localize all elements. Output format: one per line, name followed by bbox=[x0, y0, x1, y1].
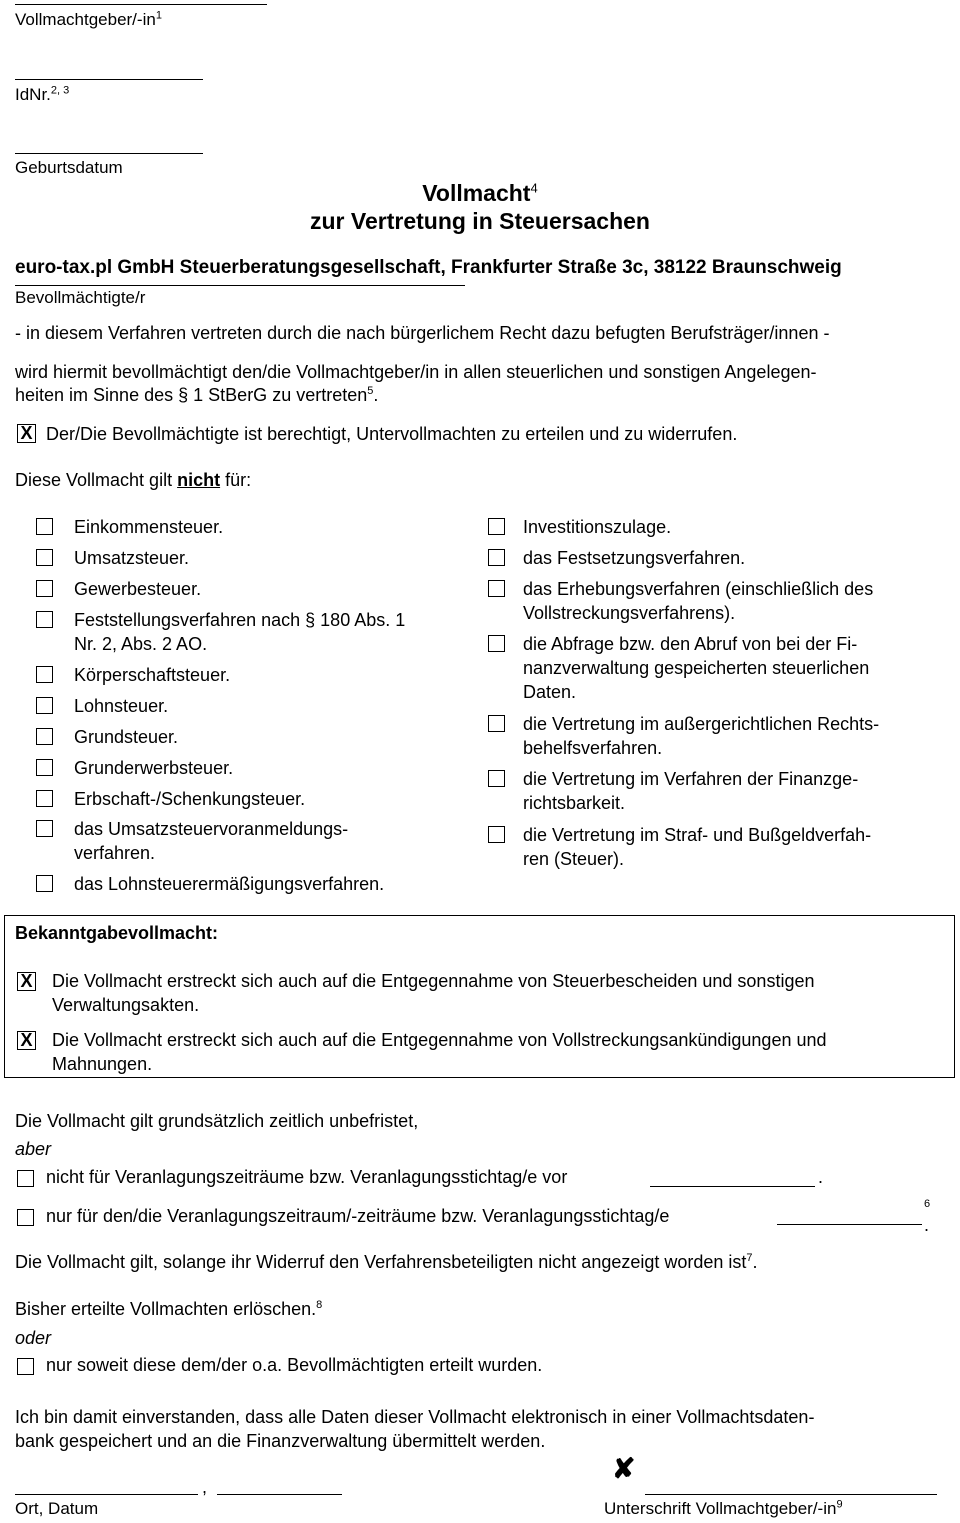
validity-text: Die Vollmacht gilt grundsätzlich zeitlich unbefristet, bbox=[15, 1111, 419, 1131]
only-agent-text: nur soweit diese dem/der o.a. Bevollmächtigten erteilt wurden. bbox=[46, 1355, 543, 1375]
notification-checkbox-2[interactable]: X bbox=[17, 1031, 36, 1050]
checkbox-finanzgerichtsbarkeit[interactable] bbox=[488, 770, 505, 787]
checkbox-gewerbesteuer[interactable] bbox=[36, 580, 53, 597]
only-for-date-line[interactable] bbox=[777, 1224, 922, 1225]
checkbox-strafverfahren[interactable] bbox=[488, 826, 505, 843]
agent-represented: - in diesem Verfahren vertreten durch die nach bürgerlichem Recht dazu befugten Berufsträger/innen - bbox=[15, 323, 830, 343]
birthdate-label: Geburtsdatum bbox=[15, 158, 123, 177]
checkbox-erhebungsverfahren[interactable] bbox=[488, 580, 505, 597]
checkbox-lohnsteuerermaessigung[interactable] bbox=[36, 875, 53, 892]
label-strafverfahren: die Vertretung im Straf- und Bußgeldverfah- ren (Steuer). bbox=[523, 825, 872, 869]
authorization-line1: wird hiermit bevollmächtigt den/die Vollmachtgeber/in in allen steuerlichen und sonstigen Angelegen- bbox=[15, 362, 817, 382]
date-line[interactable] bbox=[217, 1494, 342, 1495]
checkbox-grundsteuer[interactable] bbox=[36, 728, 53, 745]
place-date-comma: , bbox=[202, 1477, 208, 1497]
label-feststellungsverfahren: Feststellungsverfahren nach § 180 Abs. 1 Nr. 2, Abs. 2 AO. bbox=[74, 610, 406, 654]
validity-aber: aber bbox=[15, 1139, 52, 1159]
label-lohnsteuerermaessigung: das Lohnsteuerermäßigungsverfahren. bbox=[74, 874, 385, 894]
checkbox-feststellungsverfahren[interactable] bbox=[36, 611, 53, 628]
previous-authorizations-text: Bisher erteilte Vollmachten erlöschen.$^8$ bbox=[15, 1299, 323, 1319]
not-before-text: nicht für Veranlagungszeiträume bzw. Veranlagungsstichtag/e vor bbox=[46, 1167, 568, 1187]
checkbox-grunderwerbsteuer[interactable] bbox=[36, 759, 53, 776]
label-investitionszulage: Investitionszulage. bbox=[523, 517, 672, 537]
idnr-label: IdNr.$^{2, 3}$ bbox=[15, 84, 70, 104]
checkbox-only-for[interactable] bbox=[17, 1209, 34, 1226]
place-line[interactable] bbox=[15, 1494, 198, 1495]
signature-mark-icon: ✘ bbox=[612, 1453, 636, 1484]
checkbox-investitionszulage[interactable] bbox=[488, 518, 505, 535]
checkbox-datenabfrage[interactable] bbox=[488, 635, 505, 652]
notification-text-2: Die Vollmacht erstreckt sich auch auf die Entgegennahme von Vollstreckungsankündigungen und Mahnungen. bbox=[52, 1030, 827, 1074]
notification-text-1: Die Vollmacht erstreckt sich auch auf die Entgegennahme von Steuerbescheiden und sonstigen Verwaltungsakten. bbox=[52, 971, 815, 1015]
document-title: Vollmacht$^4$ bbox=[422, 180, 538, 206]
principal-label: Vollmachtgeber/$-in^1$ bbox=[15, 9, 162, 29]
agent-name: euro-tax.pl GmbH Steuerberatungsgesellschaft, Frankfurter Straße 3c, 38122 Braunschweig bbox=[15, 257, 842, 278]
not-before-end: . bbox=[818, 1167, 824, 1187]
checkbox-erbschaftsteuer[interactable] bbox=[36, 790, 53, 807]
consent-text: Ich bin damit einverstanden, dass alle Daten dieser Vollmacht elektronisch in einer Vollmachtsdaten- bank gespeichert und an die Finanzverwaltung übermittelt werden. bbox=[15, 1407, 815, 1451]
label-grundsteuer: Grundsteuer. bbox=[74, 727, 179, 747]
label-rechtsbehelfsverfahren: die Vertretung im außergerichtlichen Rechts- behelfsverfahren. bbox=[523, 714, 880, 758]
only-for-text: nur für den/die Veranlagungszeitraum/-zeiträume bzw. Veranlagungsstichtag/e bbox=[46, 1206, 670, 1226]
label-finanzgerichtsbarkeit: die Vertretung im Verfahren der Finanzge- richtsbarkeit. bbox=[523, 769, 859, 813]
checkbox-koerperschaftsteuer[interactable] bbox=[36, 666, 53, 683]
label-erhebungsverfahren: das Erhebungsverfahren (einschließlich des Vollstreckungsverfahrens). bbox=[523, 579, 874, 623]
checkbox-lohnsteuer[interactable] bbox=[36, 697, 53, 714]
label-grunderwerbsteuer: Grunderwerbsteuer. bbox=[74, 758, 234, 778]
checkbox-not-before[interactable] bbox=[17, 1170, 34, 1187]
subauthorization-checkbox[interactable]: X bbox=[17, 424, 36, 443]
subauthorization-text: Der/Die Bevollmächtigte ist berechtigt, Untervollmachten zu erteilen und zu widerrufen. bbox=[46, 424, 738, 444]
place-date-label: Ort, Datum bbox=[15, 1499, 99, 1518]
birthdate-line[interactable] bbox=[15, 153, 203, 154]
notification-heading: Bekanntgabevollmacht: bbox=[15, 923, 219, 943]
signature-line[interactable] bbox=[645, 1494, 937, 1495]
idnr-line[interactable] bbox=[15, 79, 203, 80]
validity-oder: oder bbox=[15, 1328, 52, 1348]
revocation-text: Die Vollmacht gilt, solange ihr Widerruf den Verfahrensbeteiligten nicht angezeigt worden ist$^7$. bbox=[15, 1252, 758, 1272]
checkbox-umsatzsteuervoranmeldung[interactable] bbox=[36, 820, 53, 837]
checkbox-einkommensteuer[interactable] bbox=[36, 518, 53, 535]
checkbox-rechtsbehelfsverfahren[interactable] bbox=[488, 715, 505, 732]
label-lohnsteuer: Lohnsteuer. bbox=[74, 696, 169, 716]
agent-label: Bevollmächtigte/r bbox=[15, 288, 146, 307]
checkbox-umsatzsteuer[interactable] bbox=[36, 549, 53, 566]
exclusions-intro: Diese Vollmacht gilt nicht für: bbox=[15, 470, 252, 490]
label-koerperschaftsteuer: Körperschaftsteuer. bbox=[74, 665, 231, 685]
label-umsatzsteuer: Umsatzsteuer. bbox=[74, 548, 190, 568]
authorization-line2: heiten im Sinne des § 1 StBerG zu vertreten$^5$. bbox=[15, 385, 379, 405]
label-gewerbesteuer: Gewerbesteuer. bbox=[74, 579, 202, 599]
label-einkommensteuer: Einkommensteuer. bbox=[74, 517, 224, 537]
label-umsatzsteuervoranmeldung: das Umsatzsteuervoranmeldungs- verfahren. bbox=[74, 819, 349, 863]
checkbox-only-agent[interactable] bbox=[17, 1358, 34, 1375]
document-subtitle: zur Vertretung in Steuersachen bbox=[310, 208, 650, 234]
signature-label: Unterschrift Vollmachtgeber/$-in^9$ bbox=[604, 1498, 843, 1518]
label-festsetzungsverfahren: das Festsetzungsverfahren. bbox=[523, 548, 746, 568]
label-datenabfrage: die Abfrage bzw. den Abruf von bei der Fi- nanzverwaltung gespeicherten steuerlichen Daten. bbox=[523, 634, 870, 702]
label-erbschaftsteuer: Erbschaft-/Schenkungsteuer. bbox=[74, 789, 306, 809]
only-for-end: $^6$ . bbox=[924, 1198, 931, 1235]
principal-name-line[interactable] bbox=[15, 4, 267, 5]
notification-checkbox-1[interactable]: X bbox=[17, 972, 36, 991]
checkbox-festsetzungsverfahren[interactable] bbox=[488, 549, 505, 566]
not-before-date-line[interactable] bbox=[650, 1186, 815, 1187]
agent-underline bbox=[15, 285, 465, 286]
